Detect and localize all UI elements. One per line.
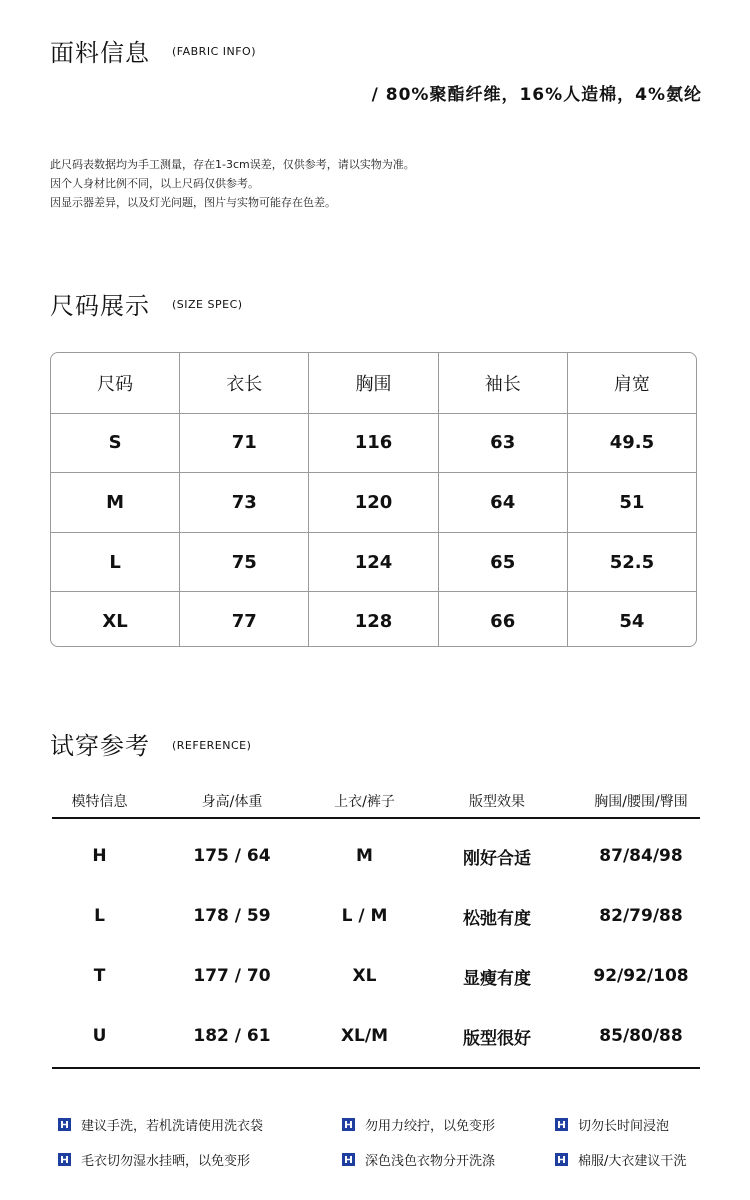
reference-header-cell: 版型效果: [469, 794, 525, 810]
table-row: [51, 532, 696, 592]
care-text: 切勿长时间浸泡: [578, 1119, 670, 1134]
size-cell: 64: [438, 473, 567, 532]
care-text: 毛衣切勿湿水挂晒，以免变形: [81, 1154, 251, 1169]
h-square-icon: [58, 1118, 71, 1131]
table-row: [52, 886, 700, 946]
fabric-title: 面料信息: [50, 39, 150, 67]
reference-cell: M: [356, 846, 373, 866]
reference-header-cell: 身高/体重: [201, 794, 263, 810]
care-text: 建议手洗，若机洗请使用洗衣袋: [81, 1119, 264, 1134]
care-text: 棉服/大衣建议干洗: [578, 1154, 687, 1169]
size-table: [50, 352, 697, 647]
table-row: [51, 591, 696, 647]
reference-cell: 85/80/88: [599, 1026, 683, 1046]
reference-top-divider: [52, 817, 700, 819]
table-row: [51, 472, 696, 532]
h-square-icon: [342, 1118, 355, 1131]
reference-cell: XL/M: [340, 1026, 389, 1046]
reference-cell: 82/79/88: [599, 906, 683, 926]
reference-cell: 版型很好: [463, 1028, 531, 1049]
care-item: [342, 1150, 495, 1169]
reference-bottom-divider: [52, 1067, 700, 1069]
reference-cell: H: [92, 846, 107, 866]
measurement-notes: [50, 155, 415, 212]
care-item: [555, 1150, 686, 1169]
size-cell: 54: [567, 592, 696, 647]
reference-cell: 92/92/108: [593, 966, 689, 986]
reference-subtitle: (REFERENCE): [172, 739, 252, 752]
size-cell: 52.5: [567, 533, 696, 592]
note-line: 因个人身材比例不同，以上尺码仅供参考。: [50, 177, 259, 190]
care-text: 勿用力绞拧，以免变形: [365, 1119, 496, 1134]
h-square-icon: [555, 1153, 568, 1166]
reference-title: 试穿参考: [50, 732, 150, 760]
size-cell: L: [109, 551, 121, 573]
reference-cell: 178 / 59: [193, 906, 271, 926]
size-table-header: [51, 353, 696, 413]
reference-cell: L / M: [341, 906, 388, 926]
reference-cell: U: [92, 1026, 107, 1046]
reference-cell: XL: [352, 966, 377, 986]
size-cell: 63: [438, 414, 567, 473]
size-header-cell: 袖长: [438, 353, 567, 413]
reference-cell: T: [93, 966, 106, 986]
care-text: 深色浅色衣物分开洗涤: [365, 1154, 496, 1169]
note-line: 因显示器差异，以及灯光问题，图片与实物可能存在色差。: [50, 196, 336, 209]
size-header-cell: 衣长: [179, 353, 308, 413]
size-spec-subtitle: (SIZE SPEC): [172, 298, 243, 311]
care-item: [58, 1115, 263, 1134]
reference-cell: 刚好合适: [463, 848, 531, 869]
size-header-cell: 尺码: [97, 373, 134, 395]
size-cell: 128: [308, 592, 437, 647]
table-row: [52, 946, 700, 1006]
reference-cell: 87/84/98: [599, 846, 683, 866]
care-item: [342, 1115, 495, 1134]
size-header-cell: 胸围: [308, 353, 437, 413]
fabric-subtitle: (FABRIC INFO): [172, 45, 256, 58]
size-cell: 120: [308, 473, 437, 532]
size-cell: 124: [308, 533, 437, 592]
fabric-composition: / 80%聚酯纤维，16%人造棉，4%氨纶: [371, 85, 702, 105]
size-cell: XL: [102, 611, 128, 633]
care-item: [555, 1115, 669, 1134]
reference-cell: 177 / 70: [193, 966, 271, 986]
size-spec-title: 尺码展示: [50, 292, 150, 320]
size-cell: 66: [438, 592, 567, 647]
size-cell: 49.5: [567, 414, 696, 473]
size-cell: 65: [438, 533, 567, 592]
h-square-icon: [342, 1153, 355, 1166]
size-cell: 116: [308, 414, 437, 473]
reference-cell: 松弛有度: [463, 908, 531, 929]
size-cell: M: [106, 491, 125, 513]
h-square-icon: [58, 1153, 71, 1166]
size-cell: S: [108, 432, 122, 454]
reference-cell: L: [94, 906, 105, 926]
size-cell: 71: [179, 414, 308, 473]
reference-cell: 175 / 64: [193, 846, 271, 866]
size-cell: 73: [179, 473, 308, 532]
table-row: [51, 413, 696, 473]
table-row: [52, 826, 700, 886]
table-row: [52, 1006, 700, 1066]
reference-cell: 显瘦有度: [463, 968, 531, 989]
size-cell: 75: [179, 533, 308, 592]
reference-cell: 182 / 61: [193, 1026, 271, 1046]
size-cell: 77: [179, 592, 308, 647]
note-line: 此尺码表数据均为手工测量，存在1-3cm误差，仅供参考，请以实物为准。: [50, 158, 415, 171]
size-cell: 51: [567, 473, 696, 532]
care-item: [58, 1150, 250, 1169]
reference-header-cell: 胸围/腰围/臀围: [594, 794, 688, 810]
reference-table-header: [52, 786, 700, 816]
size-header-cell: 肩宽: [567, 353, 696, 413]
reference-header-cell: 模特信息: [71, 794, 128, 810]
h-square-icon: [555, 1118, 568, 1131]
reference-header-cell: 上衣/裤子: [334, 794, 395, 810]
